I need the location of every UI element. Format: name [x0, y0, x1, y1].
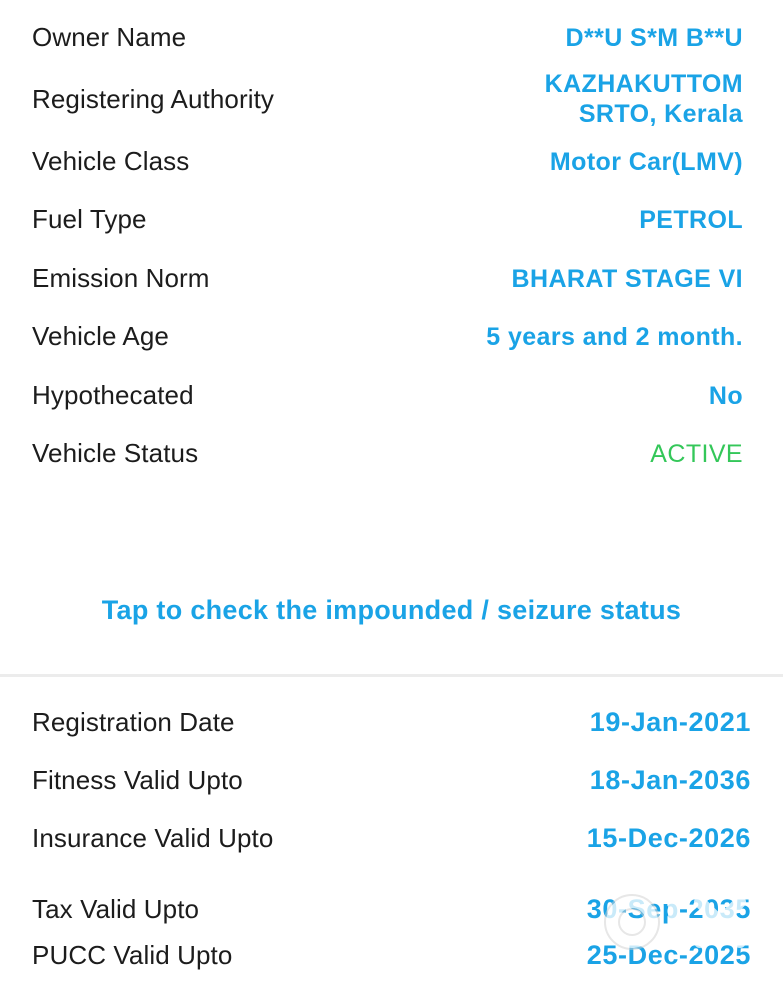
emission-norm-value: BHARAT STAGE VI [511, 265, 743, 293]
fitness-valid-value: 18-Jan-2036 [589, 765, 751, 795]
registration-date-label: Registration Date [32, 707, 235, 737]
hypothecated-value: No [708, 382, 743, 410]
vehicle-class-label: Vehicle Class [32, 146, 190, 176]
section-divider [0, 674, 783, 677]
vehicle-age-value: 5 years and 2 month. [486, 323, 743, 351]
fitness-valid-label: Fitness Valid Upto [32, 765, 243, 795]
registering-authority-value [545, 69, 743, 129]
tax-valid-value: 30-Sep-2035 [586, 894, 751, 924]
owner-name-value: D**U S*M B**U [565, 24, 743, 52]
insurance-valid-value: 15-Dec-2026 [586, 823, 751, 853]
registration-date-value: 19-Jan-2021 [589, 707, 751, 737]
vehicle-status-badge: ACTIVE [650, 440, 743, 468]
fuel-type-value: PETROL [639, 206, 743, 234]
insurance-valid-label: Insurance Valid Upto [32, 823, 274, 853]
emission-norm-label: Emission Norm [32, 263, 210, 293]
fuel-type-label: Fuel Type [32, 204, 147, 234]
seizure-status-link[interactable]: Tap to check the impounded / seizure status [101, 595, 682, 625]
vehicle-age-label: Vehicle Age [32, 321, 169, 351]
hypothecated-label: Hypothecated [32, 380, 194, 410]
olx-logo-icon [600, 866, 760, 966]
registering-authority-label: Registering Authority [32, 84, 275, 114]
vehicle-status-label: Vehicle Status [32, 438, 199, 468]
registering-authority-line-1: KAZHAKUTTOM [544, 70, 743, 98]
pucc-valid-value: 25-Dec-2025 [586, 940, 751, 970]
owner-name-label: Owner Name [32, 22, 187, 52]
registering-authority-line-2: SRTO, Kerala [578, 100, 743, 128]
pucc-valid-label: PUCC Valid Upto [32, 940, 233, 970]
vehicle-class-value: Motor Car(LMV) [549, 148, 743, 176]
tax-valid-label: Tax Valid Upto [32, 894, 200, 924]
